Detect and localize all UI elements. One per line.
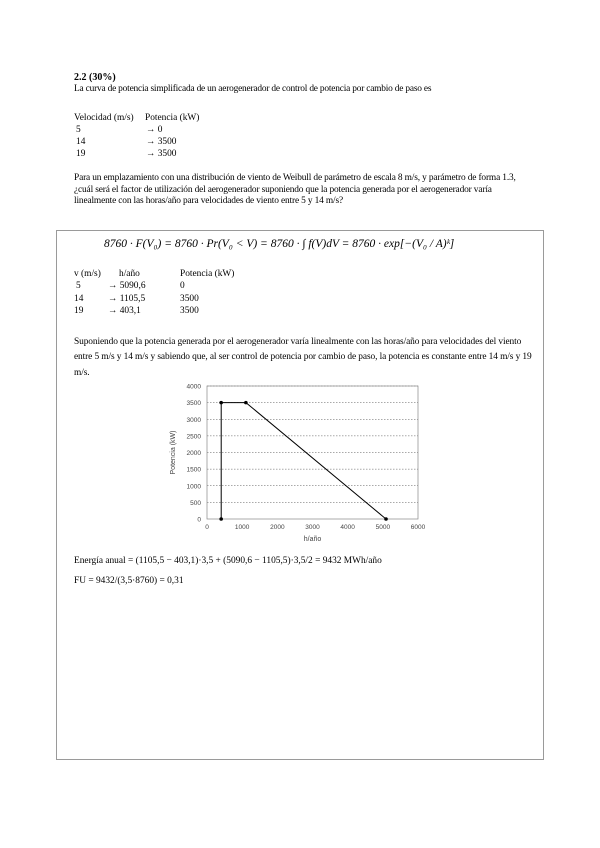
table-header: Potencia (kW)	[180, 269, 235, 279]
answer-paragraph: Suponiendo que la potencia generada por el aerogenerador varía linealmente con las horas/año para velocidades del viento entre 5 m/s y 14 m/s y sabiendo que, al ser control de potencia por cambio de paso, la potencia es constante entre 14 m/s y 19 m/s.	[74, 337, 532, 378]
table-header: h/año	[119, 269, 140, 279]
weibull-formula: 8760 · F(V₀) = 8760 · Pr(V₀ < V) = 8760 · ∫ f(V)dV = 8760 · exp[−(V₀ / A)ᵏ]	[104, 238, 455, 250]
y-tick-label: 3000	[186, 416, 201, 424]
data-point	[384, 517, 388, 521]
question-title: 2.2 (30%)	[74, 72, 116, 83]
table-header: v (m/s)	[74, 269, 101, 279]
chart-ticks	[187, 384, 426, 532]
x-axis-label: h/año	[303, 536, 322, 543]
table-cell: 5	[76, 281, 81, 292]
y-tick-label: 4000	[186, 383, 201, 391]
y-tick-label: 3500	[186, 400, 201, 408]
table-cell: 19	[76, 149, 86, 159]
y-tick-label: 500	[190, 499, 201, 507]
y-axis-label: Potencia (kW)	[170, 430, 177, 475]
question-paragraph: Para un emplazamiento con una distribución de viento de Weibull de parámetro de escala 8 m/s, y parámetro de forma 1.3, ¿cuál será el factor de utilización del aerogenerador suponiendo que la potencia generada por el aerogenerador varía linealmente con las horas/año para velocidades de viento entre 5 y 14 m/s?	[74, 173, 516, 207]
table-cell: → 403,1	[108, 306, 141, 317]
table-cell: → 5090,6	[108, 281, 146, 292]
data-point	[219, 401, 223, 405]
table-cell: 0	[180, 281, 185, 292]
question-intro: La curva de potencia simplificada de un aerogenerador de control de potencia por cambio de paso es	[74, 84, 432, 94]
table-header: Potencia (kW)	[145, 113, 200, 123]
x-tick-label: 4000	[340, 524, 355, 531]
x-tick-label: 1000	[234, 524, 250, 531]
table-cell: 5	[76, 125, 81, 135]
x-tick-label: 5000	[375, 524, 391, 531]
x-tick-label: 6000	[410, 524, 426, 531]
y-tick-label: 2000	[186, 450, 201, 457]
table-cell: 14	[76, 137, 86, 147]
x-tick-label: 2000	[270, 524, 285, 531]
y-tick-label: 1000	[186, 483, 201, 491]
y-tick-label: 2500	[186, 433, 201, 441]
table-cell: 3500	[180, 306, 199, 317]
power-duration-chart	[155, 378, 440, 550]
series-line	[221, 403, 386, 519]
table-cell: → 1105,5	[108, 293, 146, 304]
table-cell: → 0	[146, 125, 163, 135]
x-tick-label: 3000	[305, 524, 320, 531]
data-point	[244, 401, 248, 405]
table-cell: 19	[74, 306, 84, 317]
annual-energy: Energía anual = (1105,5 − 403,1)·3,5 + (5090,6 − 1105,5)·3,5/2 = 9432 MWh/año	[74, 556, 382, 566]
y-tick-label: 0	[197, 516, 201, 524]
chart-grid	[207, 386, 418, 502]
x-tick-label: 0	[205, 524, 209, 531]
data-point	[219, 517, 223, 521]
table-cell: → 3500	[146, 137, 177, 147]
utilization-factor: FU = 9432/(3,5·8760) = 0,31	[74, 576, 184, 586]
table-cell: → 3500	[146, 149, 177, 159]
y-tick-label: 1500	[186, 466, 201, 474]
table-cell: 3500	[180, 293, 199, 304]
chart-series	[219, 401, 387, 521]
table-header: Velocidad (m/s)	[74, 113, 134, 123]
table-cell: 14	[74, 293, 84, 304]
